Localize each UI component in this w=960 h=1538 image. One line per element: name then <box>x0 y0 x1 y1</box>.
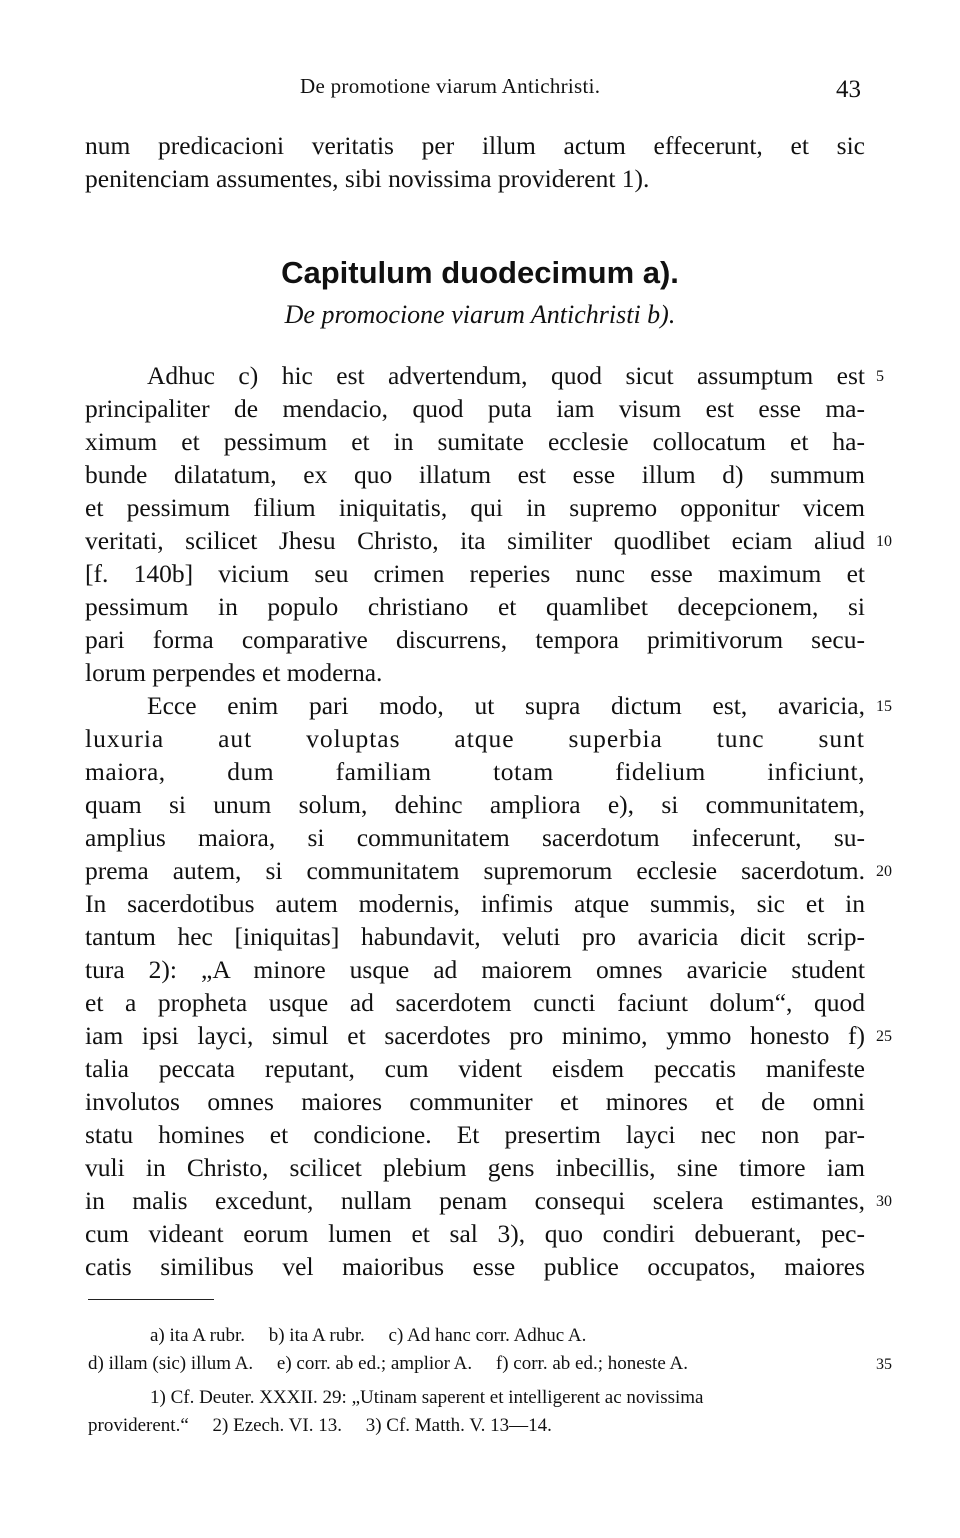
line-number: 10 <box>876 533 892 550</box>
line-number: 35 <box>876 1356 892 1373</box>
line-number: 15 <box>876 698 892 715</box>
line-number: 5 <box>876 368 884 385</box>
footnote-apparatus: d) illam (sic) illum A. e) corr. ab ed.; amplior A. f) corr. ab ed.; honeste A. <box>88 1353 688 1374</box>
body-line: et a propheta usque ad sacerdotem cuncti faciunt dolum“, quod <box>85 988 865 1017</box>
line-number: 25 <box>876 1028 892 1045</box>
body-line: principaliter de mendacio, quod puta iam visum est esse ma- <box>85 394 865 423</box>
body-line: statu homines et condicione. Et presertim layci nec non par- <box>85 1120 865 1149</box>
body-line: luxuria aut voluptas atque superbia tunc sunt <box>85 724 865 753</box>
body-line: vuli in Christo, scilicet plebium gens inbecillis, sine timore iam <box>85 1153 865 1182</box>
body-line: penitenciam assumentes, sibi novissima providerent 1). <box>85 164 650 193</box>
line-number: 20 <box>876 863 892 880</box>
body-line: pessimum in populo christiano et quamlibet decepcionem, si <box>85 592 865 621</box>
footnote-apparatus: a) ita A rubr. b) ita A rubr. c) Ad hanc corr. Adhuc A. <box>150 1325 587 1346</box>
body-line: num predicacioni veritatis per illum actum effecerunt, et sic <box>85 131 865 160</box>
body-line: catis similibus vel maioribus esse publice occupatos, maiores <box>85 1252 865 1281</box>
body-line: tura 2): „A minore usque ad maiorem omnes avaricie student <box>85 955 865 984</box>
body-line: cum videant eorum lumen et sal 3), quo condiri debuerant, pec- <box>85 1219 865 1248</box>
body-line: quam si unum solum, dehinc ampliora e), si communitatem, <box>85 790 865 819</box>
body-line: pari forma comparative discurrens, tempora primitivorum secu- <box>85 625 865 654</box>
body-line: In sacerdotibus autem modernis, infimis atque summis, sic et in <box>85 889 865 918</box>
body-line: iam ipsi layci, simul et sacerdotes pro minimo, ymmo honesto f) <box>85 1021 865 1050</box>
body-line: prema autem, si communitatem supremorum ecclesie sacerdotum. <box>85 856 865 885</box>
body-line: maiora, dum familiam totam fidelium inficiunt, <box>85 757 865 786</box>
body-line: et pessimum filium iniquitatis, qui in supremo opponitur vicem <box>85 493 865 522</box>
footnote-source: providerent.“ 2) Ezech. VI. 13. 3) Cf. Matth. V. 13—14. <box>88 1415 552 1436</box>
body-line: in malis excedunt, nullam penam consequi scelera estimantes, <box>85 1186 865 1215</box>
footnote-source: 1) Cf. Deuter. XXXII. 29: „Utinam saperent et intelligerent ac novissima <box>150 1387 704 1408</box>
body-line: talia peccata reputant, cum vident eisdem peccatis manifeste <box>85 1054 865 1083</box>
body-line: veritati, scilicet Jhesu Christo, ita similiter quodlibet eciam aliud <box>85 526 865 555</box>
page-number: 43 <box>836 76 861 103</box>
running-head: De promotione viarum Antichristi. <box>300 74 601 98</box>
body-line: involutos omnes maiores communiter et minores et de omni <box>85 1087 865 1116</box>
footnote-rule <box>88 1299 214 1300</box>
body-line: lorum perpendes et moderna. <box>85 658 383 687</box>
body-line: bunde dilatatum, ex quo illatum est esse illum d) summum <box>85 460 865 489</box>
body-line: ximum et pessimum et in sumitate ecclesie collocatum et ha- <box>85 427 865 456</box>
body-line: amplius maiora, si communitatem sacerdotum infecerunt, su- <box>85 823 865 852</box>
chapter-title: Capitulum duodecimum a). <box>281 255 679 290</box>
body-line: Ecce enim pari modo, ut supra dictum est, avaricia, <box>147 691 865 720</box>
chapter-subtitle: De promocione viarum Antichristi b). <box>284 300 676 329</box>
body-line: [f. 140b] vicium seu crimen reperies nunc esse maximum et <box>85 559 865 588</box>
body-line: Adhuc c) hic est advertendum, quod sicut assumptum est <box>147 361 865 390</box>
line-number: 30 <box>876 1193 892 1210</box>
body-line: tantum hec [iniquitas] habundavit, veluti pro avaricia dicit scrip- <box>85 922 865 951</box>
